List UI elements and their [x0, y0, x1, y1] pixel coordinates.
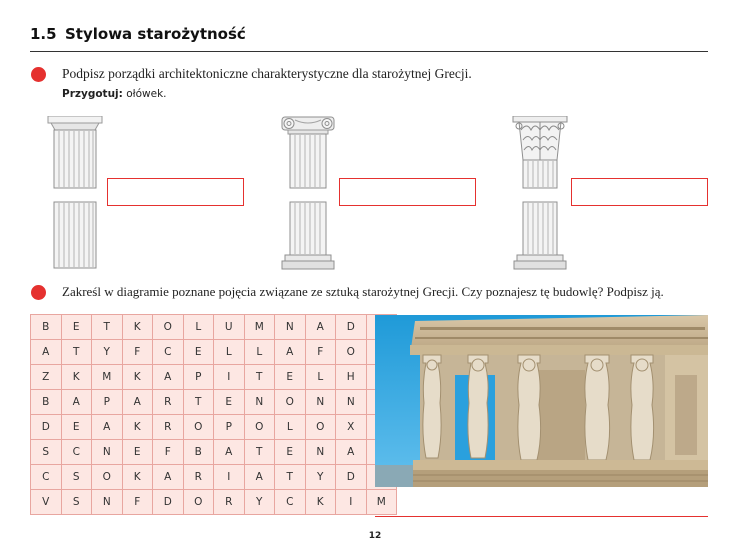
grid-cell[interactable]: A: [153, 365, 184, 390]
grid-cell[interactable]: N: [92, 490, 123, 515]
task1-bullet-icon: [31, 67, 46, 82]
grid-cell[interactable]: L: [275, 415, 306, 440]
grid-cell[interactable]: O: [336, 340, 367, 365]
grid-cell[interactable]: R: [153, 415, 184, 440]
grid-cell[interactable]: A: [92, 415, 123, 440]
grid-cell[interactable]: O: [275, 390, 306, 415]
grid-cell[interactable]: A: [61, 390, 92, 415]
grid-cell[interactable]: M: [92, 365, 123, 390]
grid-cell[interactable]: N: [305, 440, 336, 465]
grid-cell[interactable]: O: [92, 465, 123, 490]
grid-cell[interactable]: F: [122, 490, 153, 515]
grid-cell[interactable]: E: [214, 390, 245, 415]
grid-row: [31, 490, 397, 515]
grid-cell[interactable]: L: [214, 340, 245, 365]
grid-row: [31, 440, 397, 465]
grid-row: [31, 315, 397, 340]
grid-cell[interactable]: Y: [305, 465, 336, 490]
grid-row: [31, 415, 397, 440]
grid-cell[interactable]: O: [305, 415, 336, 440]
word-search-grid[interactable]: [30, 314, 397, 515]
grid-cell[interactable]: C: [61, 440, 92, 465]
caryatid-porch-photo: [375, 315, 708, 487]
grid-cell[interactable]: K: [122, 415, 153, 440]
grid-cell[interactable]: L: [183, 315, 214, 340]
doric-column-icon: [47, 116, 103, 270]
grid-cell[interactable]: B: [31, 315, 62, 340]
grid-cell[interactable]: K: [122, 365, 153, 390]
grid-cell[interactable]: R: [153, 390, 184, 415]
grid-cell[interactable]: E: [275, 365, 306, 390]
grid-cell[interactable]: D: [31, 415, 62, 440]
grid-cell[interactable]: K: [305, 490, 336, 515]
grid-cell[interactable]: U: [214, 315, 245, 340]
grid-cell[interactable]: C: [31, 465, 62, 490]
grid-cell[interactable]: E: [61, 315, 92, 340]
grid-cell[interactable]: F: [153, 440, 184, 465]
grid-cell[interactable]: R: [183, 465, 214, 490]
doric-answer-box[interactable]: [107, 178, 244, 206]
grid-cell[interactable]: K: [122, 315, 153, 340]
grid-cell[interactable]: C: [275, 490, 306, 515]
grid-cell[interactable]: R: [214, 490, 245, 515]
corinthian-column-icon: [511, 116, 569, 270]
grid-cell[interactable]: M: [244, 315, 275, 340]
grid-cell[interactable]: T: [244, 440, 275, 465]
task1-instruction: Podpisz porządki architektoniczne charakterystyczne dla starożytnej Grecji.: [62, 66, 472, 81]
grid-cell[interactable]: Y: [244, 490, 275, 515]
grid-cell[interactable]: S: [61, 465, 92, 490]
section-number: 1.5: [30, 25, 57, 43]
grid-cell[interactable]: D: [336, 315, 367, 340]
grid-cell[interactable]: A: [305, 315, 336, 340]
grid-cell[interactable]: N: [275, 315, 306, 340]
page-number: 12: [368, 531, 382, 541]
grid-cell[interactable]: O: [183, 415, 214, 440]
task2-bullet-icon: [31, 285, 46, 300]
grid-cell[interactable]: N: [305, 390, 336, 415]
grid-cell[interactable]: A: [31, 340, 62, 365]
grid-row: [31, 465, 397, 490]
grid-cell[interactable]: E: [61, 415, 92, 440]
corinthian-answer-box[interactable]: [571, 178, 708, 206]
prepare-value: ołówek.: [122, 88, 167, 100]
grid-cell[interactable]: E: [183, 340, 214, 365]
grid-cell[interactable]: K: [122, 465, 153, 490]
grid-cell[interactable]: Z: [31, 365, 62, 390]
grid-cell[interactable]: T: [275, 465, 306, 490]
grid-cell[interactable]: E: [275, 440, 306, 465]
grid-cell[interactable]: O: [153, 315, 184, 340]
grid-cell[interactable]: N: [244, 390, 275, 415]
grid-cell[interactable]: V: [31, 490, 62, 515]
grid-cell[interactable]: I: [214, 365, 245, 390]
building-answer-line[interactable]: [375, 516, 708, 517]
grid-cell[interactable]: N: [92, 440, 123, 465]
grid-cell[interactable]: P: [183, 365, 214, 390]
grid-cell[interactable]: T: [244, 365, 275, 390]
grid-cell[interactable]: I: [336, 490, 367, 515]
grid-cell[interactable]: I: [214, 465, 245, 490]
grid-cell[interactable]: S: [31, 440, 62, 465]
section-title: Stylowa starożytność: [65, 25, 246, 43]
grid-cell[interactable]: K: [61, 365, 92, 390]
ionic-answer-box[interactable]: [339, 178, 476, 206]
grid-cell[interactable]: F: [122, 340, 153, 365]
grid-cell[interactable]: B: [183, 440, 214, 465]
grid-cell[interactable]: L: [305, 365, 336, 390]
prepare-label: Przygotuj:: [62, 88, 123, 100]
grid-cell[interactable]: O: [183, 490, 214, 515]
section-header: [30, 22, 708, 52]
grid-cell[interactable]: A: [214, 440, 245, 465]
grid-cell[interactable]: A: [153, 465, 184, 490]
grid-cell[interactable]: A: [244, 465, 275, 490]
grid-cell[interactable]: A: [336, 440, 367, 465]
grid-cell[interactable]: L: [244, 340, 275, 365]
grid-cell[interactable]: N: [336, 390, 367, 415]
grid-cell[interactable]: C: [153, 340, 184, 365]
grid-cell[interactable]: B: [31, 390, 62, 415]
grid-cell[interactable]: P: [214, 415, 245, 440]
grid-cell[interactable]: T: [92, 315, 123, 340]
grid-cell[interactable]: A: [275, 340, 306, 365]
grid-cell[interactable]: A: [122, 390, 153, 415]
grid-cell[interactable]: E: [122, 440, 153, 465]
grid-cell[interactable]: T: [61, 340, 92, 365]
grid-cell[interactable]: M: [366, 490, 397, 515]
prepare-note: [62, 88, 167, 100]
grid-row: [31, 340, 397, 365]
grid-row: [31, 390, 397, 415]
grid-cell[interactable]: T: [183, 390, 214, 415]
grid-cell[interactable]: H: [336, 365, 367, 390]
task2-instruction: Zakreśl w diagramie poznane pojęcia związane ze sztuką starożytnej Grecji. Czy poznajesz tę budowlę? Podpisz ją.: [62, 284, 664, 299]
grid-cell[interactable]: O: [244, 415, 275, 440]
grid-row: [31, 365, 397, 390]
ionic-column-icon: [280, 116, 336, 270]
grid-cell[interactable]: P: [92, 390, 123, 415]
grid-cell[interactable]: S: [61, 490, 92, 515]
grid-cell[interactable]: X: [336, 415, 367, 440]
grid-cell[interactable]: D: [153, 490, 184, 515]
grid-cell[interactable]: D: [336, 465, 367, 490]
grid-cell[interactable]: Y: [92, 340, 123, 365]
grid-cell[interactable]: F: [305, 340, 336, 365]
